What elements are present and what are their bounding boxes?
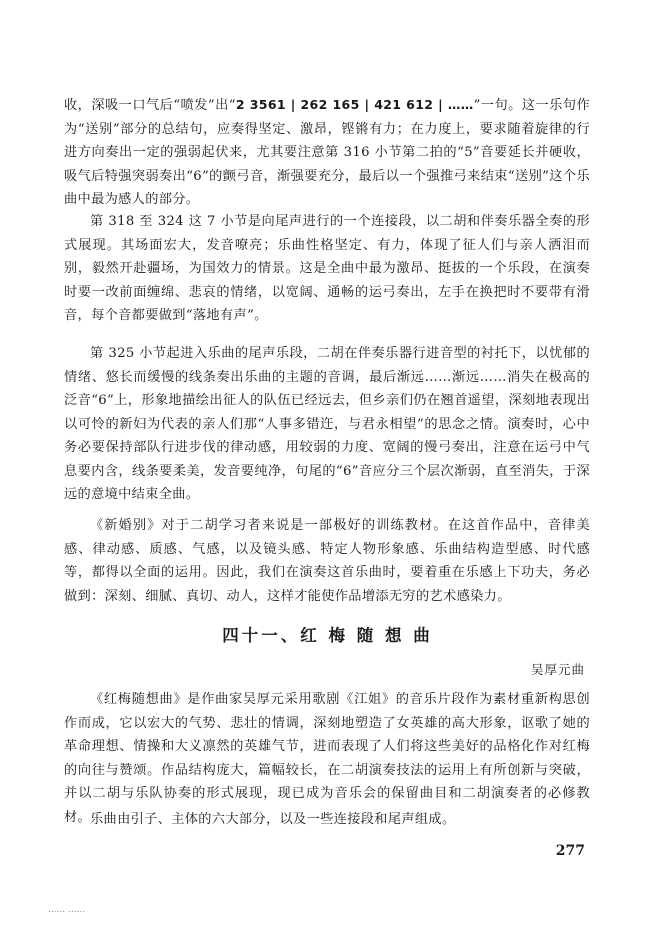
page-number: 277 [555, 843, 585, 859]
section-title: 四十一、红 梅 随 想 曲 [222, 626, 433, 645]
notation-trailing-text: ”一句。这一乐句作为“送别”部分的总结句，应奏得坚定、激昂，铿锵有力；在力度上，要求随着旋律的行进方向奏出一定的强弱起伏来，尤其要注意第 316 小节第二拍的“5”音要延长并硬收，吸气后特强突弱奏出“6”的颤弓音，渐强要充分，最后以一个强推弓来结束“送别”这个乐曲中最为感人的部分。 [64, 98, 590, 207]
paragraph-summary: 《新婚别》对于二胡学习者来说是一部极好的训练教材。在这首作品中，音律美感、律动感、质感、气感，以及镜头感、特定人物形象感、乐曲结构造型感、时代感等，都得以全面的运用。因此，我们在演奏这首乐曲时，要着重在乐感上下功夫，务必做到：深刻、细腻、真切、动人，这样才能使作品增添无穷的艺术感染力。 [64, 518, 590, 604]
numbered-notation: 2 3561 | 262 165 | 421 612 | …… [235, 97, 474, 112]
footer-marks: ...... ...... [48, 905, 86, 915]
composer-credit: 吴厚元曲 [530, 662, 585, 677]
notation-lead-text: 收，深吸一口气后“喷发”出“ [64, 98, 236, 113]
paragraph-coda: 第 325 小节起进入乐曲的尾声乐段，二胡在伴奏乐器行进音型的衬托下，以忧郁的情绪、悠长而缓慢的线条奏出乐曲的主题的音调，最后渐远……渐远……消失在极高的泛音“6”上，形象地描绘出征人的队伍已经远去，但乡亲们仍在翘首遥望，深刻地表现出以可怜的新妇为代表的亲人们那“人事多错迕，与君永相望”的思念之情。演奏时，心中务必要保持部队行进步伐的律动感，用较弱的力度、宽阔的慢弓奏出，注意在运弓中气息要内含，线条要柔美，发音要纯净，句尾的“6”音应分三个层次渐弱，直至消失，于深远的意境中结束全曲。 [64, 346, 590, 502]
notation-paragraph [64, 93, 590, 212]
paragraph-introduction: 《红梅随想曲》是作曲家吴厚元采用歌剧《江姐》的音乐片段作为素材重新构思创作而成，它以宏大的气势、悲壮的情调，深刻地塑造了女英雄的高大形象，讴歌了她的革命理想、情操和大义凛然的英雄气节，进而表现了人们将这些美好的品格化作对红梅的向往与赞颂。作品结构庞大，篇幅较长，在二胡演奏技法的运用上有所创新与突破，并以二胡与乐队协奏的形式展现，现已成为音乐会的保留曲目和二胡演奏者的必修教材。 [64, 692, 590, 825]
paragraph-connecting-section: 第 318 至 324 这 7 小节是向尾声进行的一个连接段，以二胡和伴奏乐器全奏的形式展现。其场面宏大，发音嘹亮；乐曲性格坚定、有力，体现了征人们与亲人洒泪而别，毅然开赴疆场，为国效力的情景。这是全曲中最为激昂、挺拔的一个乐段，在演奏时要一改前面缠绵、悲哀的情绪，以宽阔、通畅的运弓奏出，左手在换把时不要带有滑音，每个音都要做到“落地有声”。 [64, 214, 590, 323]
paragraph-structure: 乐曲由引子、主体的六大部分，以及一些连接段和尾声组成。 [90, 812, 456, 827]
